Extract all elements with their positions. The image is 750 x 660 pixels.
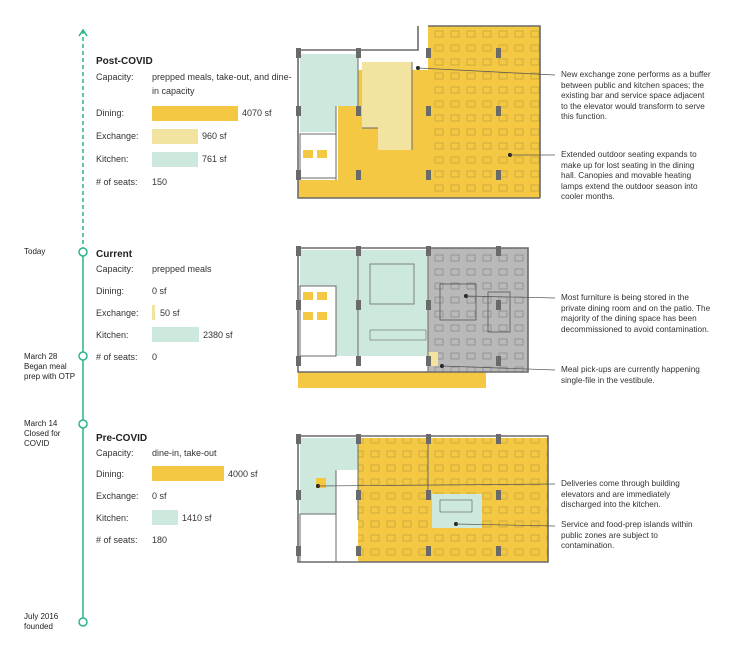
kitchen-value: 1410 sf [182,513,212,523]
timeline-label-today: Today [24,247,46,256]
timeline-label-march14: March 14 Closed for COVID [24,419,61,448]
outdoor-strip [298,180,428,198]
kitchen-value: 761 sf [202,154,227,164]
section-title-current: Current [96,249,133,260]
plan-current [296,246,555,388]
exchange-value: 0 sf [152,491,167,501]
plan-pre-covid [296,434,555,562]
dining-label: Dining: [96,108,125,118]
outdoor-strip [298,372,486,388]
seats-label: # of seats: [96,352,138,362]
dining-value: 4000 sf [228,469,258,479]
annotation-current-pickup: Meal pick-ups are currently happening single-file in the vestibule. [561,365,700,385]
annotation-post-exchange: New exchange zone performs as a buffer between public and kitchen spaces; the existing bar and service space adjacent to the elevator would transform to serve this function. [561,70,711,121]
seats-value: 0 [152,352,158,362]
section-title-post: Post-COVID [96,56,153,67]
seats-value: 150 [152,177,168,187]
section-title-pre: Pre-COVID [96,433,148,444]
timeline-label-july2016: July 2016 founded [24,612,59,631]
exchange-label: Exchange: [96,131,139,141]
capacity-label: Capacity: [96,448,134,458]
exchange-value: 50 sf [160,308,180,318]
dining-label: Dining: [96,286,125,296]
capacity-value: prepped meals [152,264,212,274]
dining-label: Dining: [96,469,125,479]
annotation-pre-islands: Service and food-prep islands within public zones are subject to contamination. [561,520,693,550]
capacity-label: Capacity: [96,72,134,82]
annotation-post-outdoor: Extended outdoor seating expands to make up for lost seating in the dining hall. Canopies and movable heating lamps extend the outdoor season into cooler months. [561,150,698,201]
kitchen-area [300,438,358,470]
capacity-value: prepped meals, take-out, and dine-in capacity [152,72,292,96]
seats-value: 180 [152,535,168,545]
kitchen-area [300,54,358,106]
plan-post-covid [296,26,555,198]
annotation-pre-deliveries: Deliveries come through building elevators and are immediately discharged into the kitchen. [561,479,680,509]
kitchen-label: Kitchen: [96,330,129,340]
dining-value: 0 sf [152,286,167,296]
seats-label: # of seats: [96,177,138,187]
exchange-value: 960 sf [202,131,227,141]
capacity-value: dine-in, take-out [152,448,217,458]
capacity-label: Capacity: [96,264,134,274]
seats-label: # of seats: [96,535,138,545]
exchange-label: Exchange: [96,491,139,501]
dining-value: 4070 sf [242,108,272,118]
timeline-label-march28: March 28 Began meal prep with OTP [24,352,76,381]
kitchen-value: 2380 sf [203,330,233,340]
exchange-label: Exchange: [96,308,139,318]
kitchen-label: Kitchen: [96,154,129,164]
annotation-current-stored: Most furniture is being stored in the private dining room and on the patio. The majority of the dining space has been decommissioned to avoid contamination. [561,293,711,334]
kitchen-label: Kitchen: [96,513,129,523]
